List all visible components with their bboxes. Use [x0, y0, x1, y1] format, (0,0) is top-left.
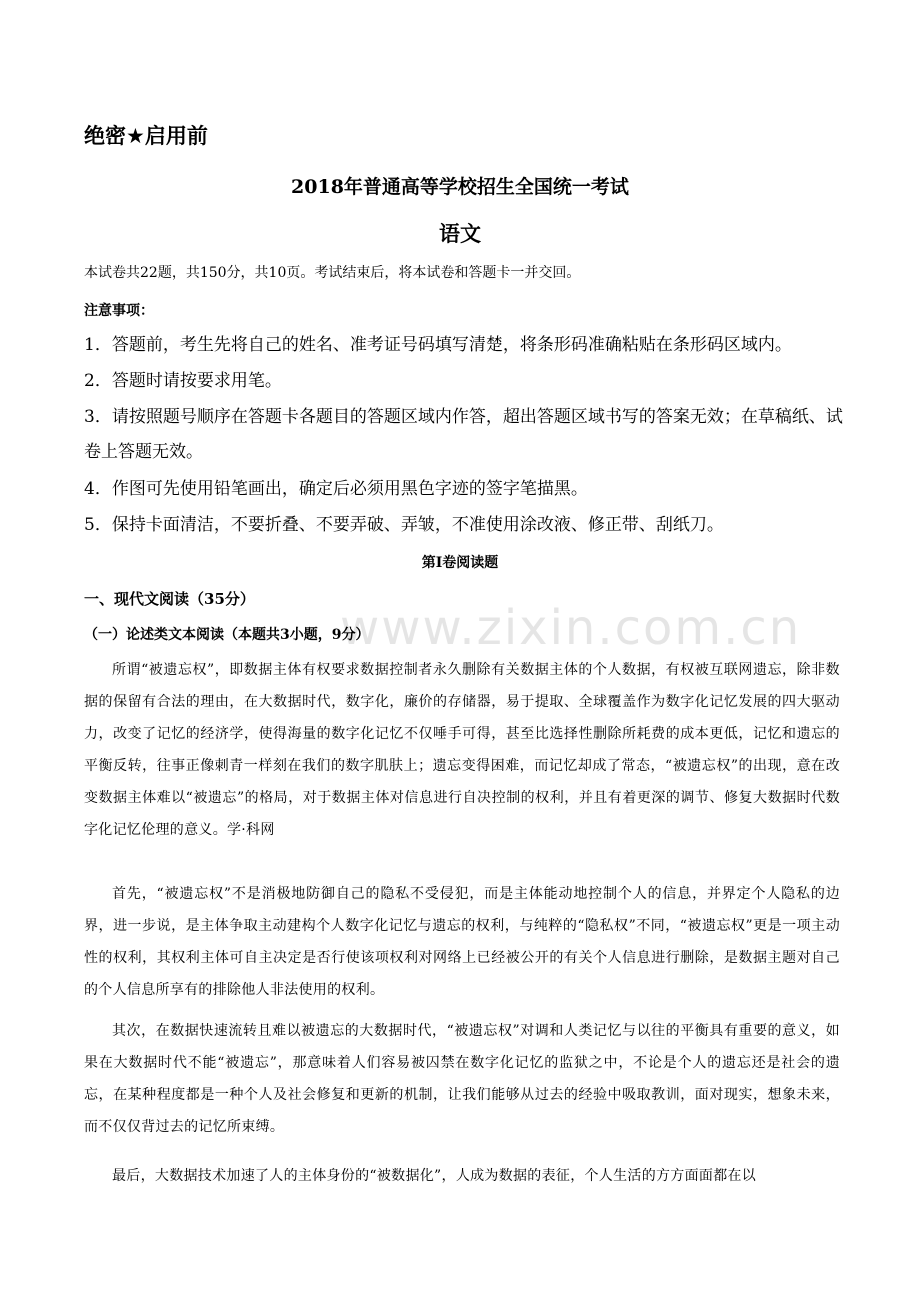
- section-title: 第Ⅰ卷阅读题: [421, 555, 499, 571]
- passage-paragraph-4: 最后，大数据技术加速了人的主体身份的“被数据化”，人成为数据的表征，个人生活的方方面面都在以: [112, 1168, 757, 1184]
- exam-intro: 本试卷共22题，共150分，共10页。考试结束后，将本试卷和答题卡一并交回。: [84, 265, 581, 281]
- passage-paragraph-3: 其次，在数据快速流转且难以被遗忘的大数据时代，“被遗忘权”对调和人类记忆与以往的平衡具有重要的意义，如果在大数据时代不能“被遗忘”，那意味着人们容易被囚禁在数字化记忆的监狱之中，不论是个人的遗忘还是社会的遗忘，在某种程度都是一种个人及社会修复和更新的机制，让我们能够从过去的经验中吸取教训，面对现实，想象未来，而不仅仅背过去的记忆所束缚。: [84, 1023, 840, 1135]
- confidential-label: 绝密★启用前: [84, 124, 208, 148]
- note-item-3: 3．请按照题号顺序在答题卡各题目的答题区域内作答，超出答题区域书写的答案无效；在草稿纸、试卷上答题无效。: [84, 407, 843, 462]
- passage-paragraph-1: 所谓“被遗忘权”，即数据主体有权要求数据控制者永久删除有关数据主体的个人数据，有权被互联网遗忘，除非数据的保留有合法的理由，在大数据时代，数字化，廉价的存储器，易于提取、全球覆盖作为数字化记忆发展的四大驱动力，改变了记忆的经济学，使得海量的数字化记忆不仅唾手可得，甚至比选择性删除所耗费的成本更低，记忆和遗忘的平衡反转，往事正像刺青一样刻在我们的数字肌肤上；遗忘变得困难，而记忆却成了常态，“被遗忘权”的出现，意在改变数据主体难以“被遗忘”的格局，对于数据主体对信息进行自决控制的权利，并且有着更深的调节、修复大数据时代数字化记忆伦理的意义。学·科网: [84, 662, 840, 838]
- watermark-text: www.zixin.com.cn: [340, 600, 802, 656]
- notes-heading: 注意事项：: [84, 303, 154, 319]
- note-item-1: 1．答题前，考生先将自己的姓名、准考证号码填写清楚，将条形码准确粘贴在条形码区域内。: [84, 335, 792, 355]
- sub-heading: （一）论述类文本阅读（本题共3小题，9分）: [84, 627, 370, 643]
- passage-paragraph-2: 首先，“被遗忘权”不是消极地防御自己的隐私不受侵犯，而是主体能动地控制个人的信息，并界定个人隐私的边界，进一步说，是主体争取主动建构个人数字化记忆与遗忘的权利，与纯粹的“隐私权”不同，“被遗忘权”更是一项主动性的权利，其权利主体可自主决定是否行使该项权利对网络上已经被公开的有关个人信息进行删除，是数据主题对自己的个人信息所享有的排除他人非法使用的权利。: [84, 886, 840, 998]
- note-item-5: 5．保持卡面清洁，不要折叠、不要弄破、弄皱，不准使用涂改液、修正带、刮纸刀。: [84, 515, 724, 535]
- note-item-2: 2．答题时请按要求用笔。: [84, 371, 282, 391]
- part-heading: 一、现代文阅读（35分）: [84, 590, 255, 608]
- subject-title: 语文: [439, 221, 481, 246]
- exam-title: 2018年普通高等学校招生全国统一考试: [291, 176, 629, 198]
- note-item-4: 4．作图可先使用铅笔画出，确定后必须用黑色字迹的签字笔描黑。: [84, 479, 588, 499]
